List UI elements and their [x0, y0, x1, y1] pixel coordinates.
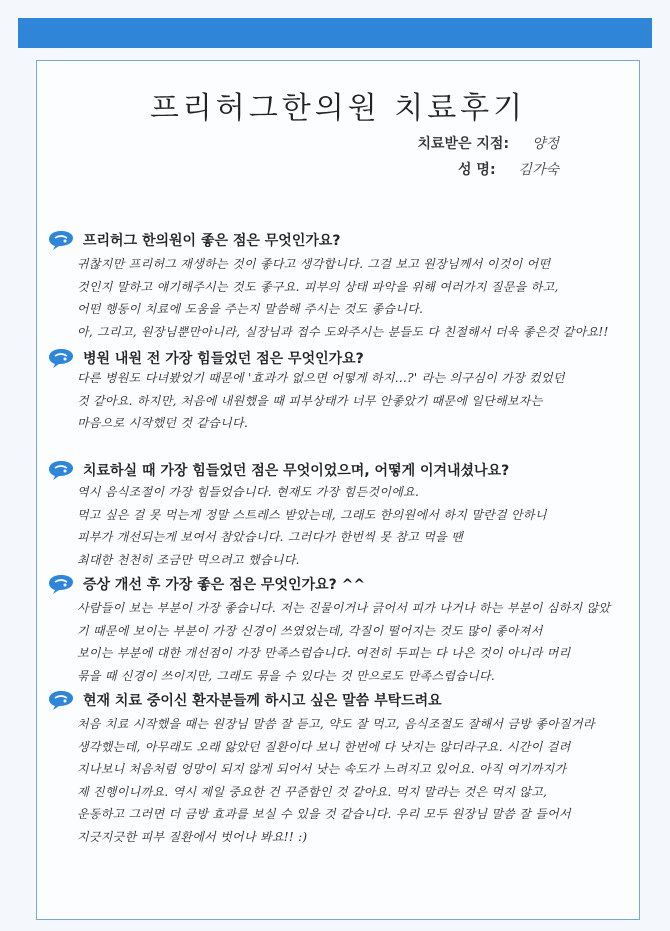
answer-line: 처음 치료 시작했을 때는 원장님 말씀 잘 듣고, 약도 잘 먹고, 음식조절도 잘해서 금방 좋아질거라: [77, 717, 595, 731]
speech-bubble-icon: [47, 229, 75, 251]
question-1-text: 프리허그 한의원이 좋은 점은 무엇인가요?: [83, 233, 341, 249]
header-band: [18, 18, 652, 48]
answer-line: 것 같아요. 하지만, 처음에 내원했을 때 피부상태가 너무 안좋았기 때문에 일단해보자는: [77, 393, 543, 408]
answer-line: 묶을 때 신경이 쓰이지만, 그래도 묶을 수 있다는 것 만으로도 만족스럽습니다.: [77, 668, 496, 683]
answer-line: 사람들이 보는 부분이 가장 좋습니다. 저는 진물이거나 긁어서 피가 나거나 하는 부분이 심하지 않았: [77, 601, 611, 615]
speech-bubble-icon: [47, 347, 75, 369]
question-5-text: 현재 치료 중이신 환자분들께 하시고 싶은 말씀 부탁드려요: [83, 693, 442, 709]
answer-line: 최대한 천천히 조금만 먹으려고 했습니다.: [77, 552, 300, 567]
answer-2: [77, 367, 631, 435]
answer-line: 피부가 개선되는게 보여서 참았습니다. 그러다가 한번씩 못 참고 먹을 땐: [77, 530, 464, 544]
answer-line: 다른 병원도 다녀봤었기 때문에 '효과가 없으면 어떻게 하지...?' 라는 의구심이 가장 컸었던: [77, 371, 565, 385]
question-4: [47, 573, 365, 595]
branch-label: 치료받은 지점:: [417, 136, 510, 152]
answer-line: 것인지 말하고 얘기해주시는 것도 좋구요. 피부의 상태 파악을 위해 여러가지 질문을 하고,: [77, 279, 559, 294]
answer-5: [77, 713, 631, 848]
branch-row: [417, 133, 559, 153]
speech-bubble-icon: [47, 573, 75, 595]
question-3-text: 치료하실 때 가장 힘들었던 점은 무엇이었으며, 어떻게 이겨내셨나요?: [83, 463, 510, 479]
review-form: [36, 60, 640, 920]
question-5: [47, 689, 442, 711]
answer-line: 지긋지긋한 피부 질환에서 벗어나 봐요!! :): [77, 829, 308, 844]
answer-line: 아, 그리고, 원장님뿐만아니라, 실장님과 접수 도와주시는 분들도 다 친절해서 더욱 좋은것 같아요!!: [77, 324, 609, 339]
question-2-text: 병원 내원 전 가장 힘들었던 점은 무엇인가요?: [83, 351, 364, 367]
answer-line: 먹고 싶은 걸 못 먹는게 정말 스트레스 받았는데, 그래도 한의원에서 하지 말란걸 안하니: [77, 507, 547, 522]
answer-line: 제 진행이니까요. 역시 제일 중요한 건 꾸준함인 것 같아요. 먹지 말라는 것은 먹지 않고,: [77, 784, 548, 799]
answer-line: 어떤 행동이 치료에 도움을 주는지 말씀해 주시는 것도 좋습니다.: [77, 302, 424, 316]
answer-line: 생각했는데, 아무래도 오래 앓았던 질환이다 보니 한번에 다 낫지는 않더라구요. 시간이 걸려: [77, 739, 571, 754]
answer-line: 보이는 부분에 대한 개선점이 가장 만족스럽습니다. 여전히 두피는 다 나은 것이 아니라 머리: [77, 646, 571, 660]
question-2: [47, 347, 364, 369]
question-4-text: 증상 개선 후 가장 좋은 점은 무엇인가요? ^^: [83, 577, 366, 593]
question-3: [47, 459, 509, 481]
name-row: [458, 159, 559, 179]
answer-line: 기 때문에 보이는 부분이 가장 신경이 쓰였었는데, 각질이 떨어지는 것도 많이 좋아져서: [77, 623, 543, 638]
question-1: [47, 229, 341, 251]
branch-value: 양정: [531, 136, 559, 152]
answer-3: [77, 481, 631, 571]
name-value: 김가숙: [518, 162, 559, 178]
answer-4: [77, 597, 631, 687]
answer-line: 운동하고 그러면 더 금방 효과를 보실 수 있을 것 같습니다. 우리 모두 원장님 말씀 잘 들어서: [77, 807, 571, 821]
form-title: 프리허그한의원 치료후기: [149, 91, 527, 126]
answer-line: 마음으로 시작했던 것 같습니다.: [77, 416, 249, 430]
speech-bubble-icon: [47, 459, 75, 481]
answer-line: 귀찮지만 프리허그 재생하는 것이 좋다고 생각합니다. 그걸 보고 원장님께서 이것이 어떤: [77, 257, 551, 271]
name-label: 성 명:: [458, 162, 496, 178]
answer-1: [77, 253, 631, 343]
answer-line: 역시 음식조절이 가장 힘들었습니다. 현재도 가장 힘든것이에요.: [77, 485, 420, 499]
speech-bubble-icon: [47, 689, 75, 711]
answer-line: 지나보니 처음처럼 엉망이 되지 않게 되어서 낫는 속도가 느려지고 있어요. 아직 여기까지가: [77, 762, 567, 776]
